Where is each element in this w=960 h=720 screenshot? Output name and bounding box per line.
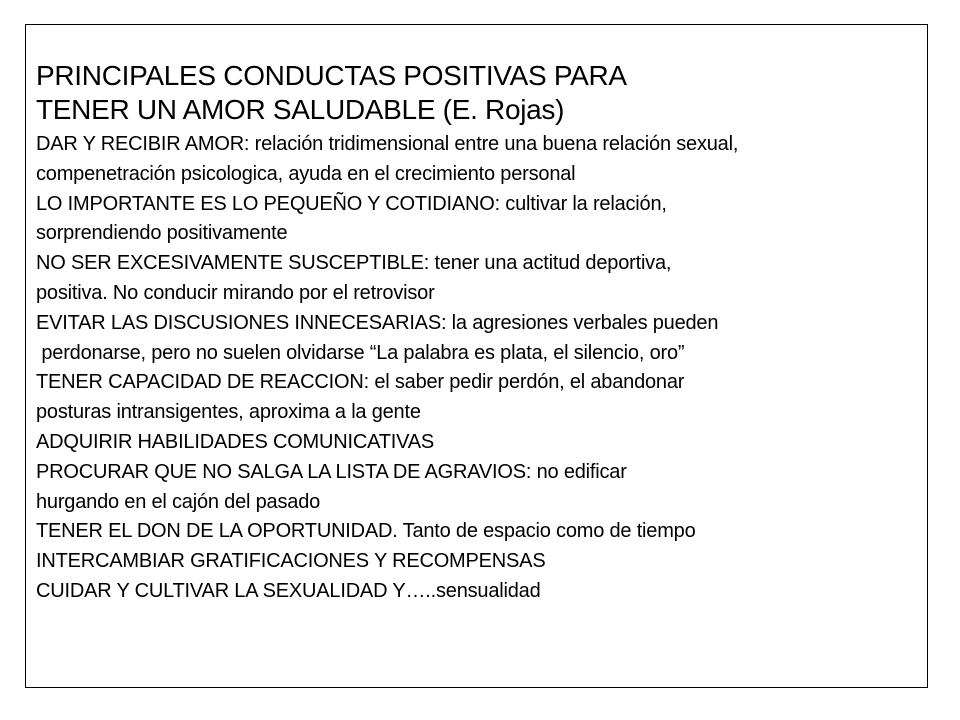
list-line: sorprendiendo positivamente <box>36 222 288 245</box>
list-line: INTERCAMBIAR GRATIFICACIONES Y RECOMPENSAS <box>36 550 546 573</box>
list-line: DAR Y RECIBIR AMOR: relación tridimensional entre una buena relación sexual, <box>36 133 739 155</box>
list-line: perdonarse, pero no suelen olvidarse “La palabra es plata, el silencio, oro” <box>36 341 685 364</box>
list-line: PROCURAR QUE NO SALGA LA LISTA DE AGRAVIOS: no edificar <box>36 460 627 483</box>
slide-title-line-2: TENER UN AMOR SALUDABLE (E. Rojas) <box>36 94 565 125</box>
list-line: EVITAR LAS DISCUSIONES INNECESARIAS: la agresiones verbales pueden <box>36 311 719 334</box>
conduct-list <box>36 130 916 607</box>
list-line: positiva. No conducir mirando por el retrovisor <box>36 281 435 304</box>
list-line: LO IMPORTANTE ES LO PEQUEÑO Y COTIDIANO: cultivar la relación, <box>36 192 667 215</box>
list-line: TENER EL DON DE LA OPORTUNIDAD. Tanto de espacio como de tiempo <box>36 520 696 543</box>
list-line: hurgando en el cajón del pasado <box>36 490 321 513</box>
list-line: CUIDAR Y CULTIVAR LA SEXUALIDAD Y…..sensualidad <box>36 579 541 602</box>
list-line: compenetración psicologica, ayuda en el crecimiento personal <box>36 162 576 185</box>
list-line: NO SER EXCESIVAMENTE SUSCEPTIBLE: tener una actitud deportiva, <box>36 252 672 275</box>
list-line: posturas intransigentes, aproxima a la gente <box>36 401 421 424</box>
slide-content <box>36 59 916 607</box>
slide-title-line-1: PRINCIPALES CONDUCTAS POSITIVAS PARA <box>36 60 627 91</box>
list-line: TENER CAPACIDAD DE REACCION: el saber pedir perdón, el abandonar <box>36 371 685 394</box>
list-line: ADQUIRIR HABILIDADES COMUNICATIVAS <box>36 430 435 453</box>
